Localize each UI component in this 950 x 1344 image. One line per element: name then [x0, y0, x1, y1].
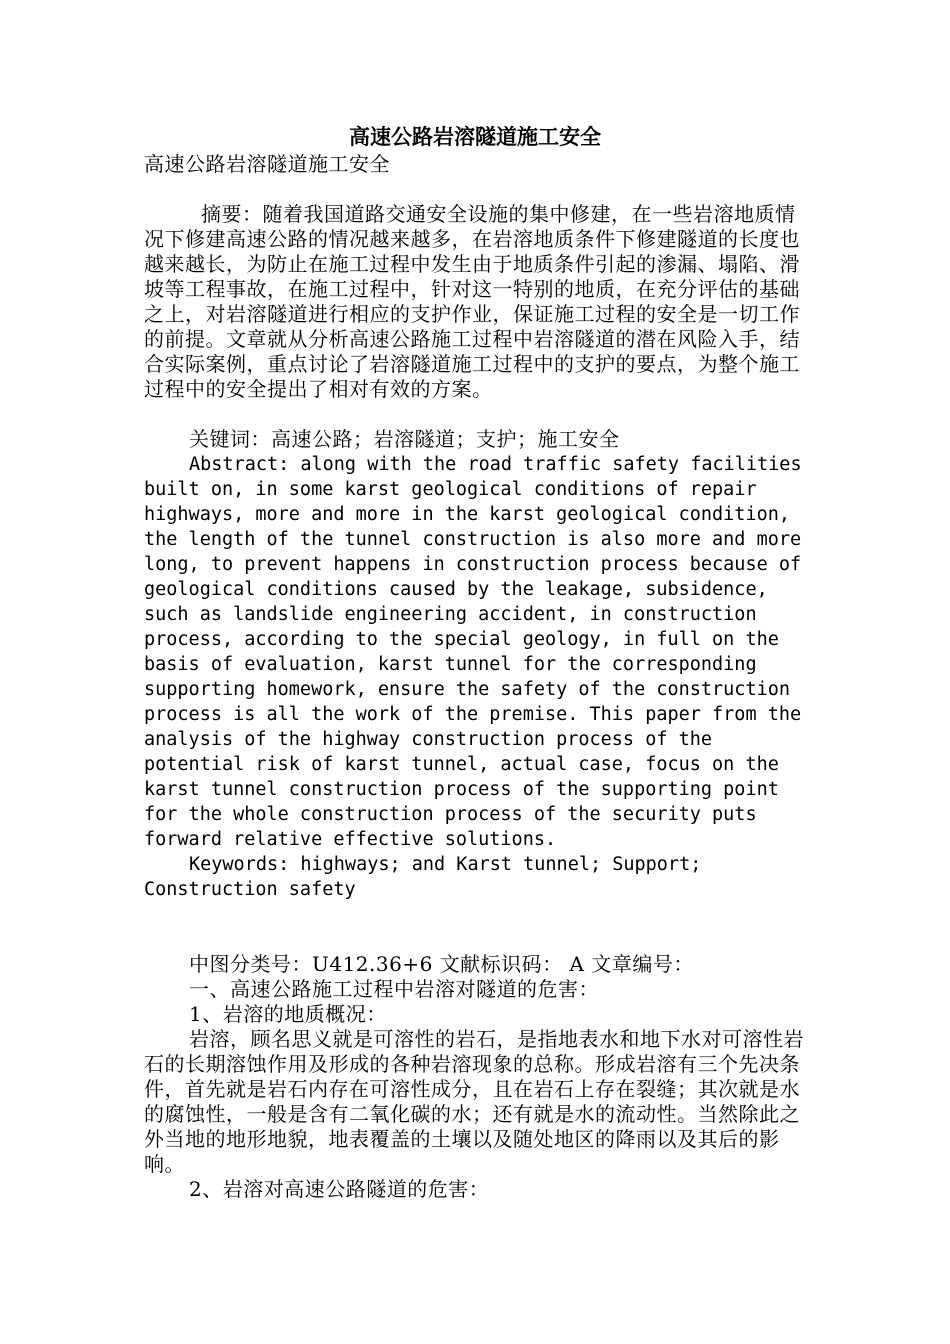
subsection-1-heading: 1、岩溶的地质概况： — [189, 1002, 387, 1026]
keywords-english: Keywords: highways; and Karst tunnel; Support; Construction safety — [144, 854, 702, 900]
spacer — [144, 402, 806, 427]
document-subtitle: 高速公路岩溶隧道施工安全 — [144, 152, 390, 176]
classification-line: 中图分类号：U412.36+6 文献标识码： A 文章编号： — [189, 952, 694, 976]
document-title: 高速公路岩溶隧道施工安全 — [349, 124, 601, 149]
abstract-chinese: 摘要：随着我国道路交通安全设施的集中修建，在一些岩溶地质情况下修建高速公路的情况越来越多，在岩溶地质条件下修建隧道的长度也越来越长，为防止在施工过程中发生由于地质条件引起的渗漏、塌陷、滑坡等工程事故，在施工过程中，针对这一特别的地质，在充分评估的基础之上，对岩溶隧道进行相应的支护作业，保证施工过程的安全是一切工作的前提。文章就从分析高速公路施工过程中岩溶隧道的潜在风险入手，结合实际案例，重点讨论了岩溶隧道施工过程中的支护的要点，为整个施工过程中的安全提出了相对有效的方案。 — [144, 202, 800, 401]
spacer — [144, 902, 806, 952]
subsection-1-body: 岩溶，顾名思义就是可溶性的岩石，是指地表水和地下水对可溶性岩石的长期溶蚀作用及形成的各种岩溶现象的总称。形成岩溶有三个先决条件，首先就是岩石内存在可溶性成分，且在岩石上存在裂缝；其次就是水的腐蚀性，一般是含有二氧化碳的水；还有就是水的流动性。当然除此之外当地的地形地貌，地表覆盖的土壤以及随处地区的降雨以及其后的影响。 — [144, 1027, 804, 1176]
abstract-english: Abstract: along with the road traffic safety facilities built on, in some karst geological conditions of repair highways, more and more in the karst geological condition, the length of the tunnel construction is also more and more long, to prevent happens in construction process because of geological conditions caused by the leakage, subsidence, such as landslide engineering accident, in construction process, according to the special geology, in full on the basis of evaluation, karst tunnel for the corresponding supporting homework, ensure the safety of the construction process is all the work of the premise. This paper from the analysis of the highway construction process of the potential risk of karst tunnel, actual case, focus on the karst tunnel construction process of the supporting point for the whole construction process of the security puts forward relative effective solutions. — [144, 454, 802, 850]
keywords-chinese: 关键词：高速公路；岩溶隧道；支护；施工安全 — [189, 427, 620, 451]
document-page — [144, 122, 806, 1202]
spacer — [144, 177, 806, 202]
subsection-2-heading: 2、岩溶对高速公路隧道的危害： — [189, 1177, 490, 1201]
section-1-heading: 一、高速公路施工过程中岩溶对隧道的危害： — [189, 977, 599, 1001]
